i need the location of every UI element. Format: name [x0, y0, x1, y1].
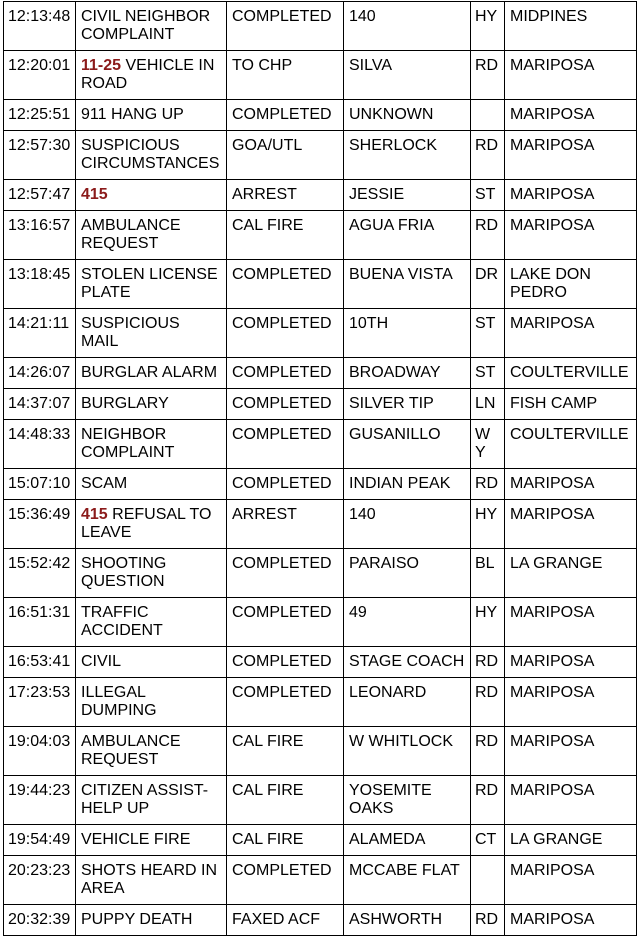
call-type [76, 2, 227, 51]
call-street: W WHITLOCK [344, 727, 471, 776]
table-row [4, 727, 637, 776]
call-city: MARIPOSA [505, 905, 637, 936]
call-type-text: PUPPY DEATH [81, 911, 193, 928]
call-type [76, 358, 227, 389]
table-row [4, 420, 637, 469]
call-time: 19:54:49 [4, 825, 76, 856]
call-street: GUSANILLO [344, 420, 471, 469]
call-type [76, 647, 227, 678]
call-type [76, 420, 227, 469]
call-type [76, 776, 227, 825]
call-disposition: ARREST [227, 500, 344, 549]
table-row [4, 469, 637, 500]
call-street: 49 [344, 598, 471, 647]
call-type-text: SHOTS HEARD IN AREA [81, 862, 218, 897]
call-city: MARIPOSA [505, 211, 637, 260]
call-time: 15:07:10 [4, 469, 76, 500]
call-disposition: COMPLETED [227, 469, 344, 500]
call-disposition: COMPLETED [227, 420, 344, 469]
call-street-type: LN [471, 389, 505, 420]
call-type [76, 100, 227, 131]
call-type-text: CIVIL [81, 653, 122, 670]
call-city: MARIPOSA [505, 180, 637, 211]
call-street-type: BL [471, 549, 505, 598]
call-type [76, 309, 227, 358]
call-street-type: DR [471, 260, 505, 309]
call-street: SHERLOCK [344, 131, 471, 180]
call-city: FISH CAMP [505, 389, 637, 420]
call-code: 415 [81, 186, 108, 203]
call-city: LA GRANGE [505, 549, 637, 598]
call-street: SILVER TIP [344, 389, 471, 420]
call-code: 415 [81, 506, 108, 523]
call-time: 12:20:01 [4, 51, 76, 100]
call-street-type: RD [471, 905, 505, 936]
table-row [4, 51, 637, 100]
call-street-type: W Y [471, 420, 505, 469]
call-type [76, 389, 227, 420]
call-log-table [3, 1, 637, 936]
call-street: BROADWAY [344, 358, 471, 389]
table-row [4, 856, 637, 905]
call-street-type: RD [471, 776, 505, 825]
call-disposition: COMPLETED [227, 260, 344, 309]
call-street: 140 [344, 2, 471, 51]
call-type-text: REFUSAL TO LEAVE [81, 506, 212, 541]
call-city: MARIPOSA [505, 51, 637, 100]
call-type-text: BURGLARY [81, 395, 169, 412]
call-time: 16:51:31 [4, 598, 76, 647]
call-time: 20:23:23 [4, 856, 76, 905]
table-row [4, 260, 637, 309]
call-time: 19:44:23 [4, 776, 76, 825]
call-city: MARIPOSA [505, 500, 637, 549]
call-type-text: CIVIL NEIGHBOR COMPLAINT [81, 8, 211, 43]
call-street: AGUA FRIA [344, 211, 471, 260]
call-time: 12:57:47 [4, 180, 76, 211]
call-type [76, 856, 227, 905]
call-time: 14:26:07 [4, 358, 76, 389]
call-type-text: SUSPICIOUS MAIL [81, 315, 180, 350]
call-street: STAGE COACH [344, 647, 471, 678]
call-type-text: AMBULANCE REQUEST [81, 733, 181, 768]
call-type-text: TRAFFIC ACCIDENT [81, 604, 163, 639]
call-street-type: HY [471, 2, 505, 51]
call-disposition: COMPLETED [227, 549, 344, 598]
call-disposition: CAL FIRE [227, 776, 344, 825]
call-street: YOSEMITE OAKS [344, 776, 471, 825]
table-row [4, 549, 637, 598]
call-city: MARIPOSA [505, 309, 637, 358]
table-row [4, 825, 637, 856]
call-disposition: COMPLETED [227, 647, 344, 678]
call-city: LAKE DON PEDRO [505, 260, 637, 309]
call-street: BUENA VISTA [344, 260, 471, 309]
call-type [76, 211, 227, 260]
call-type [76, 598, 227, 647]
table-row [4, 647, 637, 678]
table-row [4, 131, 637, 180]
table-row [4, 678, 637, 727]
call-street-type: RD [471, 678, 505, 727]
call-time: 12:25:51 [4, 100, 76, 131]
call-city: LA GRANGE [505, 825, 637, 856]
call-city: MARIPOSA [505, 647, 637, 678]
call-city: MARIPOSA [505, 727, 637, 776]
call-street: LEONARD [344, 678, 471, 727]
call-street-type: HY [471, 598, 505, 647]
call-disposition: TO CHP [227, 51, 344, 100]
call-disposition: COMPLETED [227, 358, 344, 389]
call-disposition: FAXED ACF [227, 905, 344, 936]
call-city: COULTERVILLE [505, 420, 637, 469]
call-time: 20:32:39 [4, 905, 76, 936]
call-street-type: RD [471, 727, 505, 776]
call-street: PARAISO [344, 549, 471, 598]
table-row [4, 100, 637, 131]
call-street: SILVA [344, 51, 471, 100]
call-street: MCCABE FLAT [344, 856, 471, 905]
call-time: 14:21:11 [4, 309, 76, 358]
call-disposition: GOA/UTL [227, 131, 344, 180]
call-street-type [471, 100, 505, 131]
call-type [76, 260, 227, 309]
call-type-text: SCAM [81, 475, 128, 492]
call-city: MARIPOSA [505, 100, 637, 131]
call-disposition: COMPLETED [227, 309, 344, 358]
call-disposition: CAL FIRE [227, 211, 344, 260]
call-type-text: SHOOTING QUESTION [81, 555, 167, 590]
table-row [4, 2, 637, 51]
table-row [4, 309, 637, 358]
call-time: 16:53:41 [4, 647, 76, 678]
call-log-body [4, 2, 637, 936]
call-city: MARIPOSA [505, 469, 637, 500]
call-street-type: ST [471, 309, 505, 358]
table-row [4, 905, 637, 936]
call-street-type: HY [471, 500, 505, 549]
call-street: ALAMEDA [344, 825, 471, 856]
call-type-text: SUSPICIOUS CIRCUMSTANCES [81, 137, 220, 172]
table-row [4, 500, 637, 549]
table-row [4, 211, 637, 260]
call-street-type: RD [471, 131, 505, 180]
call-time: 19:04:03 [4, 727, 76, 776]
call-time: 15:52:42 [4, 549, 76, 598]
call-disposition: CAL FIRE [227, 825, 344, 856]
table-row [4, 776, 637, 825]
call-type [76, 905, 227, 936]
call-type [76, 131, 227, 180]
call-street-type: CT [471, 825, 505, 856]
call-street: 140 [344, 500, 471, 549]
call-disposition: CAL FIRE [227, 727, 344, 776]
call-type [76, 500, 227, 549]
call-street: 10TH [344, 309, 471, 358]
call-type-text: AMBULANCE REQUEST [81, 217, 181, 252]
call-time: 15:36:49 [4, 500, 76, 549]
call-type [76, 678, 227, 727]
call-type-text: CITIZEN ASSIST-HELP UP [81, 782, 209, 817]
call-street-type: RD [471, 469, 505, 500]
call-city: MIDPINES [505, 2, 637, 51]
call-type [76, 51, 227, 100]
call-street: JESSIE [344, 180, 471, 211]
call-disposition: COMPLETED [227, 598, 344, 647]
call-type-text: ILLEGAL DUMPING [81, 684, 157, 719]
call-time: 13:16:57 [4, 211, 76, 260]
call-disposition: COMPLETED [227, 100, 344, 131]
call-street: INDIAN PEAK [344, 469, 471, 500]
call-type-text: STOLEN LICENSE PLATE [81, 266, 218, 301]
call-street: UNKNOWN [344, 100, 471, 131]
call-time: 14:37:07 [4, 389, 76, 420]
call-disposition: ARREST [227, 180, 344, 211]
call-type [76, 180, 227, 211]
call-street-type: RD [471, 647, 505, 678]
call-street-type: RD [471, 211, 505, 260]
call-type-text: VEHICLE IN ROAD [81, 57, 215, 92]
call-street-type [471, 856, 505, 905]
call-type-text: 911 HANG UP [81, 106, 184, 123]
call-disposition: COMPLETED [227, 678, 344, 727]
call-time: 13:18:45 [4, 260, 76, 309]
call-city: MARIPOSA [505, 856, 637, 905]
call-city: COULTERVILLE [505, 358, 637, 389]
table-row [4, 389, 637, 420]
call-code: 11-25 [81, 57, 122, 74]
call-time: 12:13:48 [4, 2, 76, 51]
table-row [4, 598, 637, 647]
call-street-type: ST [471, 180, 505, 211]
call-city: MARIPOSA [505, 776, 637, 825]
call-city: MARIPOSA [505, 131, 637, 180]
call-type-text: VEHICLE FIRE [81, 831, 191, 848]
call-type [76, 825, 227, 856]
call-city: MARIPOSA [505, 678, 637, 727]
call-street-type: ST [471, 358, 505, 389]
call-street: ASHWORTH [344, 905, 471, 936]
call-type-text: BURGLAR ALARM [81, 364, 218, 381]
call-disposition: COMPLETED [227, 389, 344, 420]
call-street-type: RD [471, 51, 505, 100]
call-disposition: COMPLETED [227, 2, 344, 51]
table-row [4, 358, 637, 389]
call-type [76, 549, 227, 598]
call-type-text: NEIGHBOR COMPLAINT [81, 426, 175, 461]
call-disposition: COMPLETED [227, 856, 344, 905]
call-city: MARIPOSA [505, 598, 637, 647]
call-time: 12:57:30 [4, 131, 76, 180]
call-time: 17:23:53 [4, 678, 76, 727]
call-time: 14:48:33 [4, 420, 76, 469]
table-row [4, 180, 637, 211]
call-type [76, 727, 227, 776]
call-type [76, 469, 227, 500]
